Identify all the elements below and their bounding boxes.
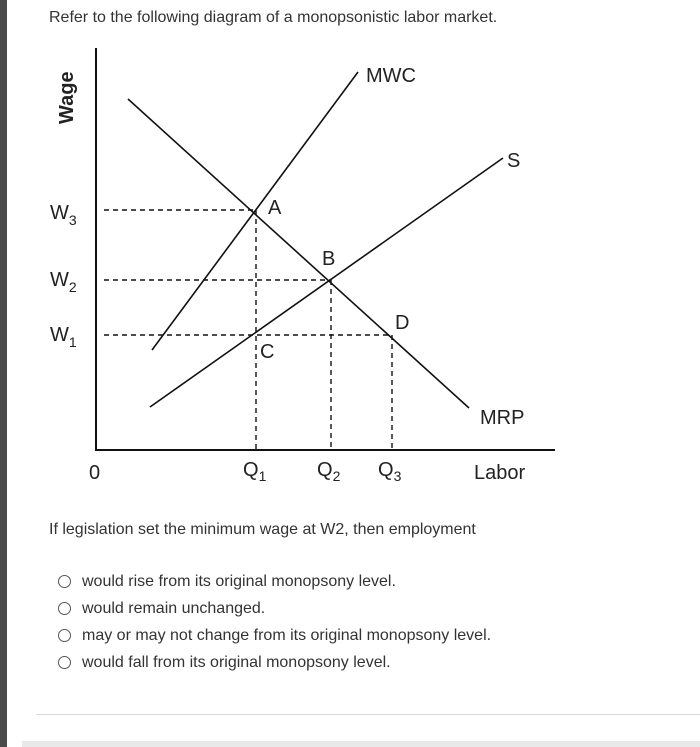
y-axis-label: Wage [56,71,78,124]
answer-option-label: would fall from its original monopsony level. [82,653,391,671]
point-b-label: B [322,248,336,270]
supply-label: S [507,150,521,172]
question-prompt: Refer to the following diagram of a monopsonistic labor market. [49,9,498,26]
point-d-label: D [395,312,410,334]
w1-label: $W_1$ [50,324,77,350]
answer-option[interactable] [58,595,491,622]
answer-option-label: would remain unchanged. [82,599,266,617]
question-text: If legislation set the minimum wage at W2, then employment [49,521,476,538]
x-axis-label: Labor [474,462,526,484]
mrp-label: MRP [480,407,525,429]
divider [36,714,700,715]
q3-label: $Q_3$ [378,459,402,484]
mwc-curve [152,72,358,350]
answer-option[interactable] [58,649,491,676]
origin-label: 0 [89,462,101,484]
w2-label: $W_2$ [50,269,77,295]
radio-button[interactable] [58,602,71,615]
radio-button[interactable] [58,629,71,642]
answer-option-label: would rise from its original monopsony level. [82,572,396,590]
answer-option[interactable] [58,568,491,595]
radio-button[interactable] [58,575,71,588]
point-c-label: C [260,341,275,363]
w3-label: $W_3$ [50,202,77,228]
radio-button[interactable] [58,656,71,669]
answer-options [58,568,491,676]
answer-option-label: may or may not change from its original monopsony level. [82,626,492,644]
bottom-bar [22,741,700,747]
point-a-label: A [268,197,282,219]
q1-label: $Q_1$ [243,459,267,484]
mwc-label: MWC [366,65,416,87]
answer-option[interactable] [58,622,491,649]
mrp-curve [128,99,469,408]
q2-label: $Q_2$ [317,459,341,484]
